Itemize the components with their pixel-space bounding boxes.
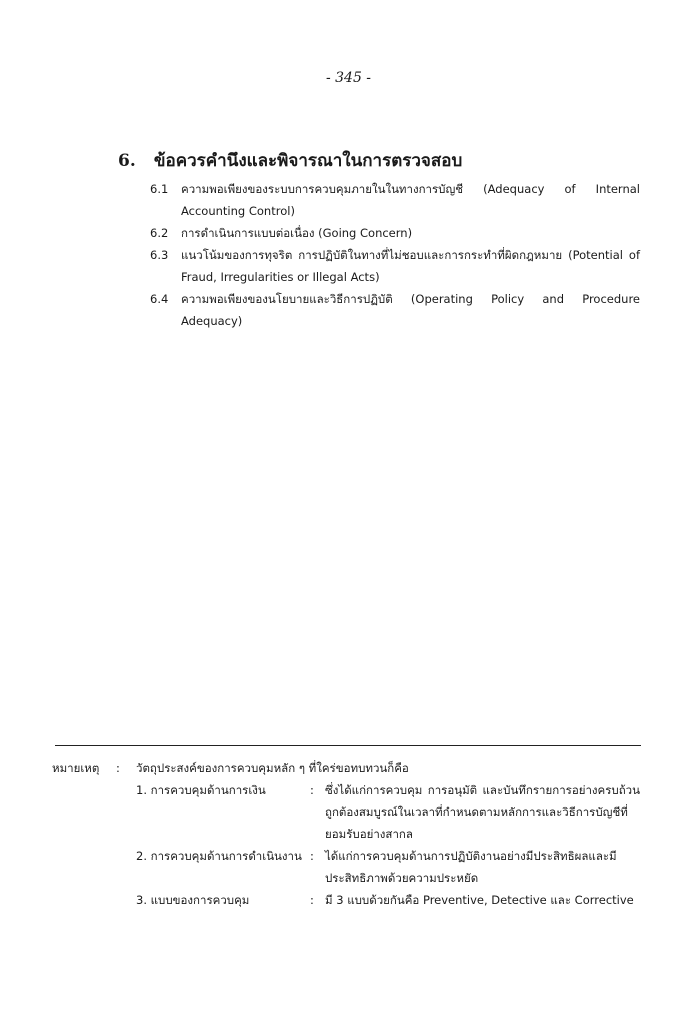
footnote-divider xyxy=(55,745,641,746)
note-row-label: 2. การควบคุมด้านการดำเนินงาน xyxy=(136,849,302,863)
page-number: - 345 - xyxy=(325,70,372,86)
item-number: 6.3 xyxy=(150,248,169,262)
note-colon: : xyxy=(116,761,120,775)
note-row-colon: : xyxy=(310,893,314,907)
note-row-text: ได้แก่การควบคุมด้านการปฏิบัติงานอย่างมีประสิทธิผลและมีประสิทธิภาพด้วยความประหยัด xyxy=(325,849,617,885)
item-text: แนวโน้มของการทุจริต การปฏิบัติในทางที่ไม่ชอบและการกระทำที่ผิดกฎหมาย (Potential of Fraud, Irregularities or Illegal Acts) xyxy=(181,248,640,284)
section-title: ข้อควรคำนึงและพิจารณาในการตรวจสอบ xyxy=(153,151,463,171)
note-row-text: ซึ่งได้แก่การควบคุม การอนุมัติ และบันทึกรายการอย่างครบถ้วนถูกต้องสมบูรณ์ในเวลาที่กำหนดตามหลักการและวิธีการบัญชีที่ยอมรับอย่างสากล xyxy=(325,783,640,841)
note-row-label: 1. การควบคุมด้านการเงิน xyxy=(136,783,266,797)
note-row-colon: : xyxy=(310,849,314,863)
note-intro: วัตถุประสงค์ของการควบคุมหลัก ๆ ที่ใคร่ขอทบทวนก็คือ xyxy=(136,761,409,775)
item-number: 6.4 xyxy=(150,292,169,306)
item-text: การดำเนินการแบบต่อเนื่อง (Going Concern) xyxy=(181,226,413,240)
section-item xyxy=(150,244,640,288)
item-text: ความพอเพียงของนโยบายและวิธีการปฏิบัติ (Operating Policy and Procedure Adequacy) xyxy=(181,292,640,328)
item-number: 6.2 xyxy=(150,226,169,240)
item-number: 6.1 xyxy=(150,182,169,196)
note-row-text: มี 3 แบบด้วยกันคือ Preventive, Detective และ Corrective xyxy=(325,893,634,907)
section-item xyxy=(150,178,640,222)
section-item-list xyxy=(150,178,640,332)
section-number: 6. xyxy=(118,151,136,171)
item-text: ความพอเพียงของระบบการควบคุมภายในในทางการบัญชี (Adequacy of Internal Accounting Control) xyxy=(181,182,640,218)
note-label: หมายเหตุ xyxy=(52,761,100,775)
section-item xyxy=(150,288,640,332)
section-heading xyxy=(118,147,462,174)
section-item xyxy=(150,222,640,244)
note-row-colon: : xyxy=(310,783,314,797)
note-row-label: 3. แบบของการควบคุม xyxy=(136,893,250,907)
